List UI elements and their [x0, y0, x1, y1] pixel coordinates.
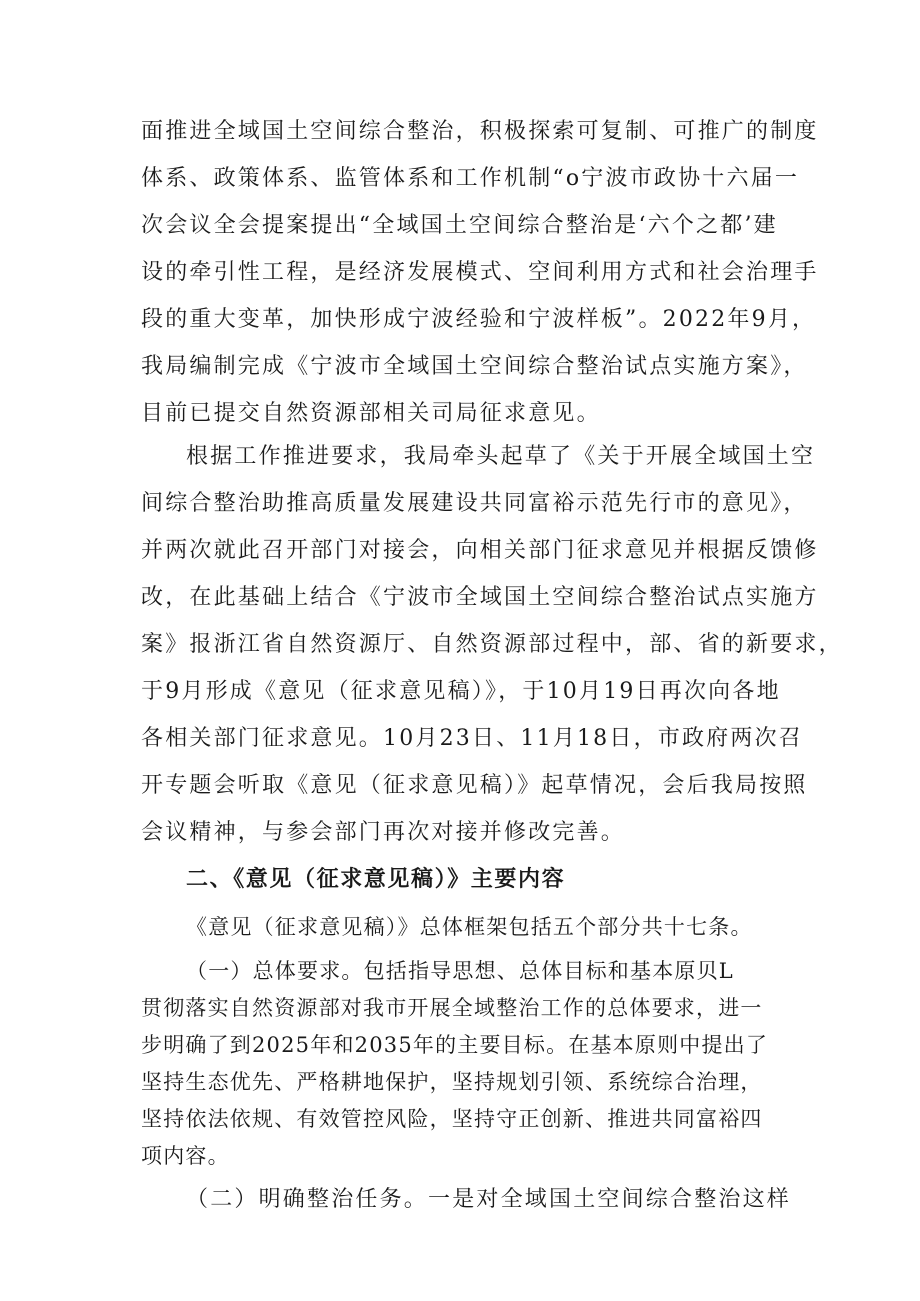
body-text-line: 案》报浙江省自然资源厅、自然资源部过程中，部、省的新要求， — [141, 632, 843, 657]
body-text-line: 贯彻落实自然资源部对我市开展全域整治工作的总体要求，进一 — [141, 996, 763, 1020]
body-text-line: （一）总体要求。包括指导思想、总体目标和基本原贝L — [186, 959, 734, 983]
body-text-line: 面推进全域国土空间综合整治，积极探索可复制、可推广的制度 — [141, 119, 819, 144]
body-text-line: 根据工作推进要求，我局牵头起草了《关于开展全域国土空 — [186, 444, 816, 469]
body-text-line: 坚持生态优先、严格耕地保护，坚持规划引领、系统综合治理， — [141, 1070, 763, 1094]
body-text-line: 目前已提交自然资源部相关司局征求意见。 — [141, 401, 601, 426]
section-heading: 二、《意见（征求意见稿）》主要内容 — [186, 867, 566, 892]
body-text-line: 《意见（征求意见稿）》总体框架包括五个部分共十七条。 — [186, 915, 753, 939]
body-text-line: 开专题会听取《意见（征求意见稿）》起草情况，会后我局按照 — [141, 773, 808, 798]
body-text-line: 我局编制完成《宁波市全域国土空间综合整治试点实施方案》， — [141, 354, 808, 379]
body-text-line: 于9月形成《意见（征求意见稿）》，于10月19日再次向各地 — [141, 679, 781, 704]
body-text-line: 并两次就此召开部门对接会，向相关部门征求意见并根据反馈修 — [141, 538, 819, 563]
body-text-line: 体系、政策体系、监管体系和工作机制“o宁波市政协十六届一 — [141, 166, 800, 191]
body-text-line: 次会议全会提案提出“全域国土空间综合整治是‘六个之都’建 — [141, 213, 778, 238]
body-text-line: 项内容。 — [141, 1144, 230, 1168]
body-text-line: 步明确了到2025年和2035年的主要目标。在基本原则中提出了 — [141, 1033, 769, 1057]
body-text-line: 设的牵引性工程，是经济发展模式、空间利用方式和社会治理手 — [141, 260, 819, 285]
body-text-line: 间综合整治助推高质量发展建设共同富裕示范先行市的意见》， — [141, 491, 808, 516]
body-text-line: 会议精神，与参会部门再次对接并修改完善。 — [141, 820, 626, 845]
body-text-line: 坚持依法依规、有效管控风险，坚持守正创新、推进共同富裕四 — [141, 1107, 763, 1131]
body-text-line: （二）明确整治任务。一是对全域国土空间综合整治这样 — [186, 1187, 792, 1212]
body-text-line: 各相关部门征求意见。10月23日、11月18日，市政府两次召 — [141, 726, 803, 751]
body-text-line: 改，在此基础上结合《宁波市全域国土空间综合整治试点实施方 — [141, 585, 819, 610]
body-text-line: 段的重大变革，加快形成宁波经验和宁波样板”。2022年9月， — [141, 307, 817, 332]
